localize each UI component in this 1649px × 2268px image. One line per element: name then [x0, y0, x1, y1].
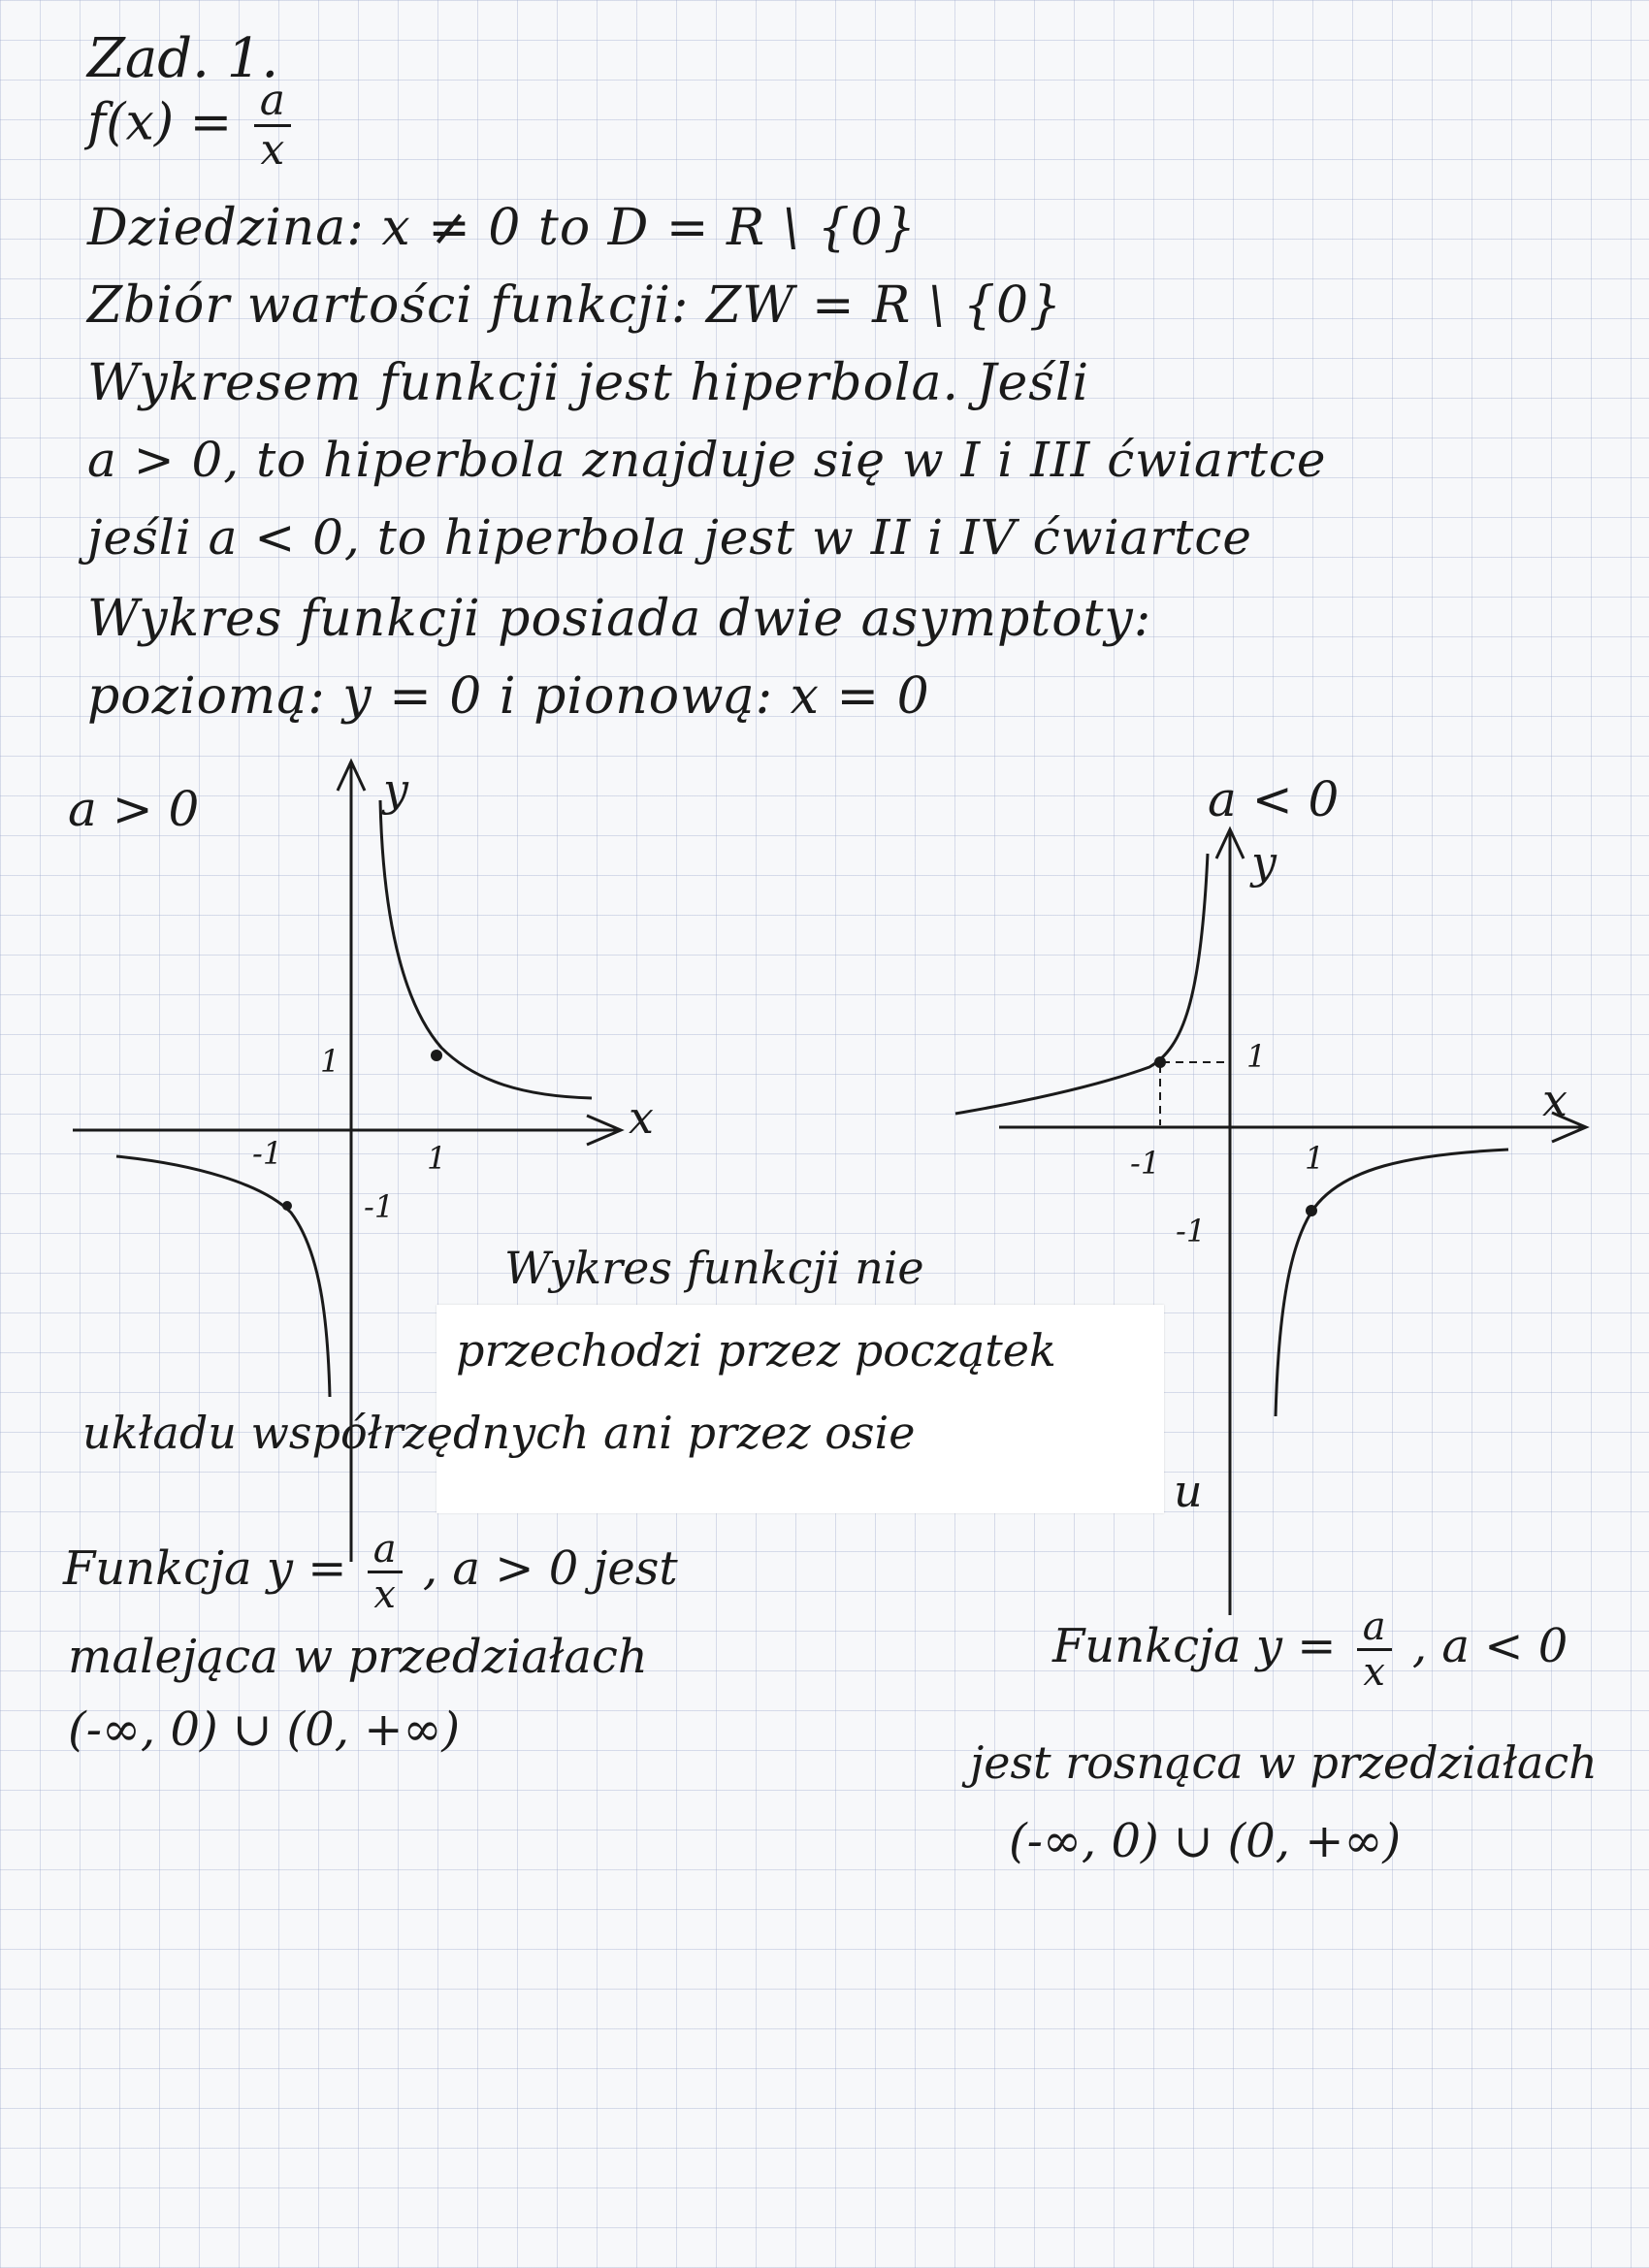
left-graph-condition: a > 0	[68, 781, 200, 837]
right-conclusion-condition: , a < 0	[1411, 1619, 1568, 1673]
right-y-label: y	[1251, 836, 1277, 889]
right-fraction-num: a	[1357, 1605, 1392, 1651]
left-y-label: y	[383, 763, 408, 816]
fraction-denominator: x	[260, 125, 285, 176]
text-line-5: poziomą: y = 0 i pionową: x = 0	[87, 667, 930, 726]
note-line-2: przechodzi przez początek	[456, 1324, 1056, 1377]
fraction-numerator: a	[254, 78, 291, 127]
left-conclusion-fraction	[368, 1528, 403, 1616]
note-line-3: układu współrzędnych ani przez osie	[82, 1407, 916, 1459]
right-graph-condition: a < 0	[1208, 771, 1340, 827]
text-line-4: Wykres funkcji posiada dwie asymptoty:	[87, 590, 1152, 648]
right-tick-y-pos: 1	[1246, 1038, 1267, 1075]
right-fraction-den: x	[1363, 1650, 1385, 1695]
function-lhs: f(x) =	[87, 93, 233, 152]
left-conclusion-line-3: (-∞, 0) ∪ (0, +∞)	[68, 1702, 461, 1757]
right-conclusion-text: Funkcja y =	[1052, 1619, 1337, 1673]
left-x-label: x	[629, 1091, 654, 1144]
right-point-neg1-1	[1154, 1056, 1166, 1068]
heading: Zad. 1.	[87, 27, 279, 90]
right-hyperbola-branch-q2	[955, 854, 1208, 1114]
left-conclusion-line-2: malejąca w przedziałach	[68, 1630, 648, 1684]
left-conclusion-condition: , a > 0 jest	[422, 1541, 678, 1596]
left-tick-y-pos: 1	[320, 1043, 340, 1080]
left-conclusion-line-1	[63, 1528, 678, 1616]
right-hyperbola-branch-q4	[1276, 1150, 1508, 1416]
note-line-1: Wykres funkcji nie	[504, 1242, 924, 1294]
text-line-1: Wykresem funkcji jest hiperbola. Jeśli	[87, 354, 1090, 412]
left-tick-y-neg: -1	[364, 1188, 395, 1225]
right-point-1-neg1	[1306, 1205, 1317, 1216]
left-conclusion-text: Funkcja y =	[63, 1541, 347, 1596]
right-conclusion-line-3: (-∞, 0) ∪ (0, +∞)	[1009, 1814, 1402, 1868]
left-fraction-den: x	[373, 1572, 396, 1617]
right-tick-x-pos: 1	[1305, 1140, 1325, 1177]
text-line-3: jeśli a < 0, to hiperbola jest w II i IV ćwiartce	[87, 509, 1252, 566]
right-conclusion-fraction	[1357, 1605, 1392, 1694]
left-tick-x-pos: 1	[427, 1140, 447, 1177]
note-line-3-trail: u	[1174, 1465, 1203, 1517]
right-tick-x-neg: -1	[1130, 1145, 1161, 1182]
right-tick-y-neg: -1	[1176, 1213, 1207, 1249]
right-conclusion-line-1	[1052, 1605, 1568, 1694]
right-x-label: x	[1542, 1074, 1568, 1126]
left-fraction-num: a	[368, 1528, 403, 1573]
text-line-2: a > 0, to hiperbola znajduje się w I i III ćwiartce	[87, 432, 1327, 488]
domain-line: Dziedzina: x ≠ 0 to D = R \ {0}	[87, 199, 917, 257]
left-tick-x-neg: -1	[252, 1135, 283, 1172]
right-conclusion-line-2: jest rosnąca w przedziałach	[970, 1736, 1598, 1789]
range-line: Zbiór wartości funkcji: ZW = R \ {0}	[87, 276, 1063, 335]
